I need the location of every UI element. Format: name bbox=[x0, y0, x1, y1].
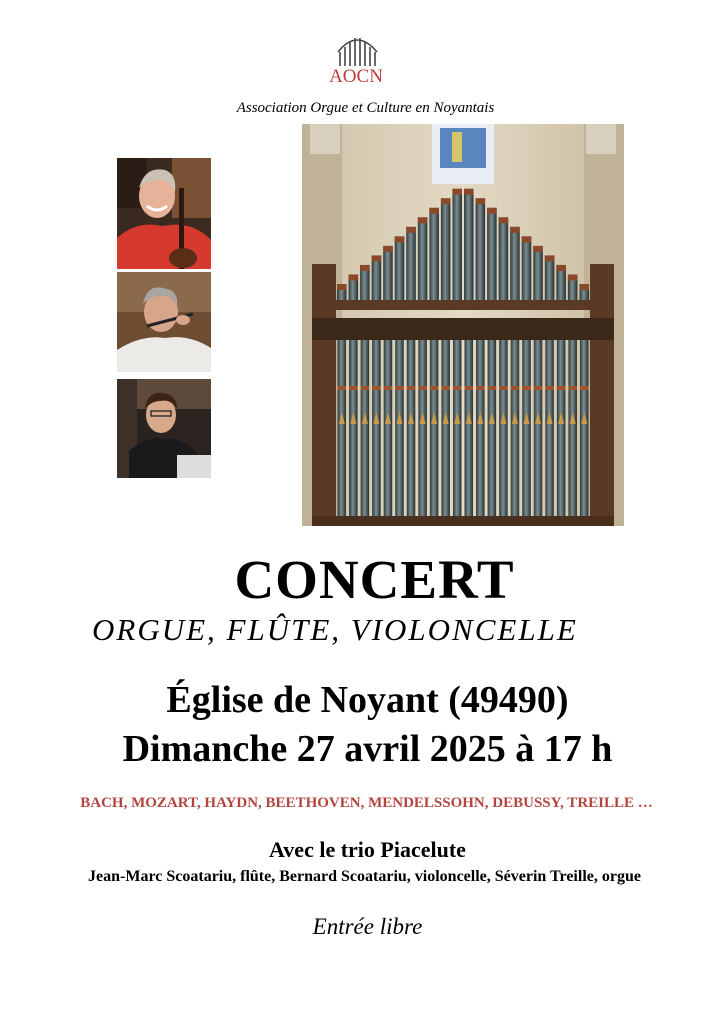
organist-photo bbox=[117, 379, 211, 478]
composers-list: BACH, MOZART, HAYDN, BEETHOVEN, MENDELSSOHN, DEBUSSY, TREILLE … bbox=[80, 795, 653, 811]
performers-list: Jean-Marc Scoatariu, flûte, Bernard Scoatariu, violoncelle, Séverin Treille, orgue bbox=[88, 868, 641, 885]
event-date: Dimanche 27 avril 2025 à 17 h bbox=[122, 728, 613, 770]
logo-text: AOCN bbox=[329, 66, 383, 87]
venue: Église de Noyant (49490) bbox=[166, 679, 569, 721]
organ-photo bbox=[302, 124, 624, 526]
flutist-photo bbox=[117, 272, 211, 372]
association-name: Association Orgue et Culture en Noyantais bbox=[236, 100, 495, 116]
concert-title: CONCERT bbox=[234, 549, 515, 610]
instruments-subtitle: ORGUE, FLÛTE, VIOLONCELLE bbox=[92, 612, 578, 647]
trio-name: Avec le trio Piacelute bbox=[269, 837, 466, 862]
cellist-photo bbox=[117, 158, 211, 269]
entry-info: Entrée libre bbox=[312, 914, 423, 939]
